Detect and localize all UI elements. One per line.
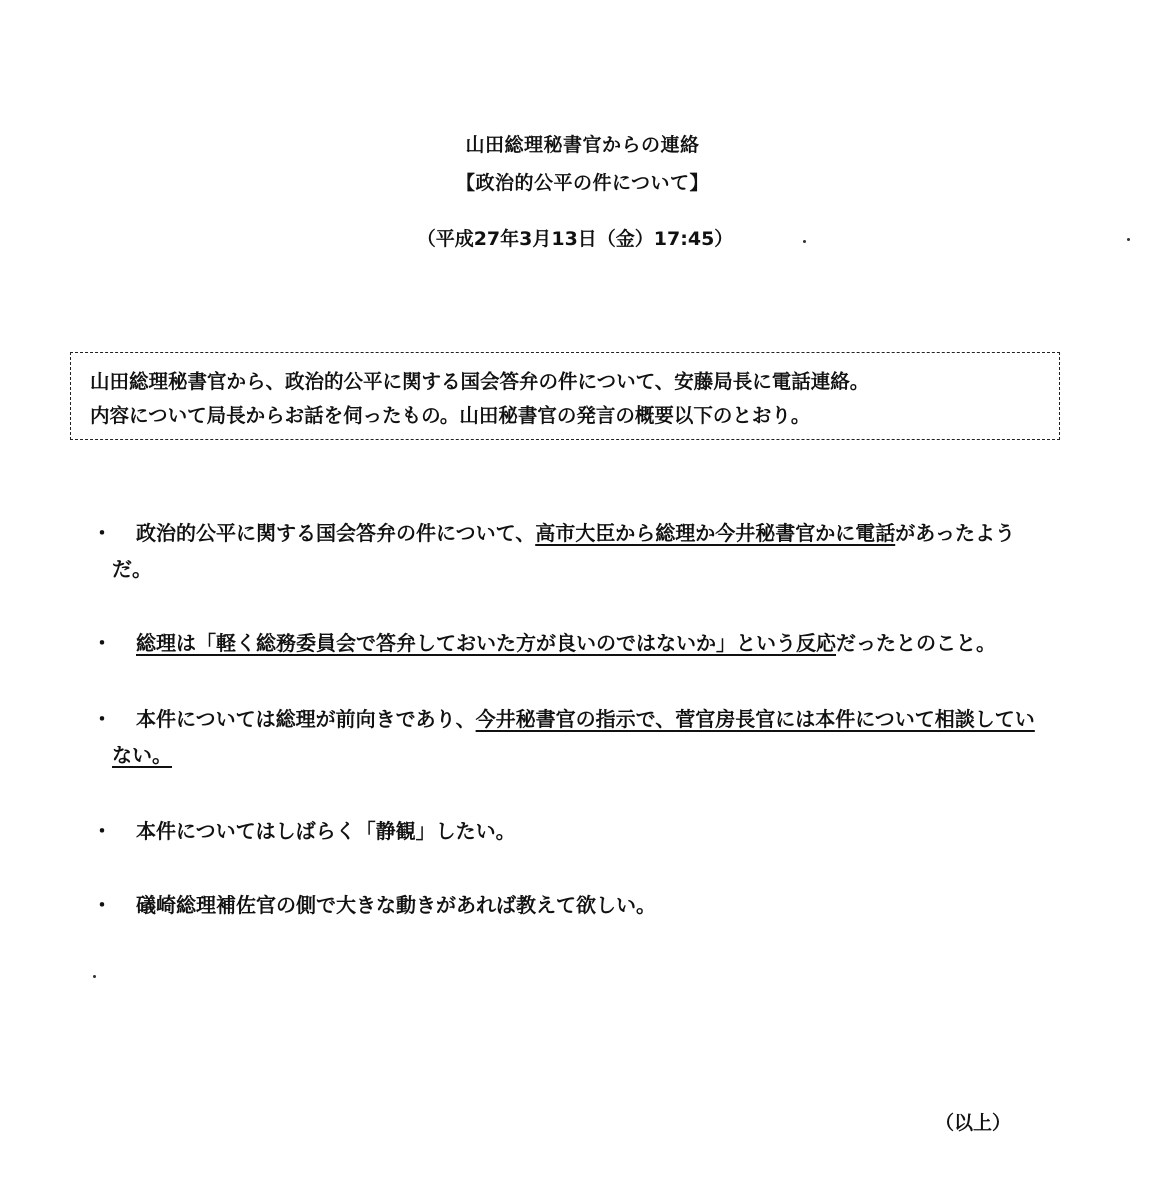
scan-speck <box>1127 238 1130 241</box>
closing-mark: （以上） <box>935 1112 1012 1134</box>
bullet-item-3 <box>92 701 1052 773</box>
bullet-text-underlined: 総理は「軽く総務委員会で答弁しておいた方が良いのではないか」という反応 <box>136 631 836 655</box>
bullet-marker: ・ <box>92 893 112 917</box>
bullet-marker: ・ <box>92 521 112 545</box>
scan-speck <box>803 240 806 243</box>
document-title: 山田総理秘書官からの連絡 <box>465 134 700 156</box>
bullet-item-1 <box>92 515 1052 587</box>
scan-speck <box>93 975 96 978</box>
bullet-item-5 <box>92 887 1052 923</box>
bullet-text-underlined: 高市大臣から総理か今井秘書官かに電話 <box>535 521 896 545</box>
bullet-text-plain: だったとのこと。 <box>836 631 996 655</box>
bullet-list <box>92 515 1052 923</box>
document-subtitle: 【政治的公平の件について】 <box>455 172 710 194</box>
bullet-text-plain: があったようだ。 <box>112 521 1016 581</box>
summary-box <box>70 352 1060 440</box>
bullet-marker: ・ <box>92 819 112 843</box>
bullet-text-underlined: 今井秘書官の指示で、菅官房長官には本件について相談していない。 <box>112 707 1035 767</box>
bullet-text: 礒崎総理補佐官の側で大きな動きがあれば教えて欲しい。 <box>136 893 656 917</box>
bullet-marker: ・ <box>92 707 112 731</box>
bullet-item-4 <box>92 813 1052 849</box>
bullet-text <box>112 625 1052 661</box>
bullet-text-plain: 政治的公平に関する国会答弁の件について、 <box>136 521 536 545</box>
summary-line-2: 内容について局長からお話を伺ったもの。山田秘書官の発言の概要以下のとおり。 <box>90 404 811 427</box>
bullet-text: 本件についてはしばらく「静観」したい。 <box>136 819 516 843</box>
bullet-item-2 <box>92 625 1052 661</box>
bullet-text <box>112 515 1052 587</box>
summary-line-1: 山田総理秘書官から、政治的公平に関する国会答弁の件について、安藤局長に電話連絡。 <box>90 370 870 393</box>
document-date: （平成27年3月13日（金）17:45） <box>416 228 734 250</box>
bullet-text-plain: 本件については総理が前向きであり、 <box>136 707 476 731</box>
bullet-marker: ・ <box>92 631 112 655</box>
bullet-text <box>112 701 1052 773</box>
